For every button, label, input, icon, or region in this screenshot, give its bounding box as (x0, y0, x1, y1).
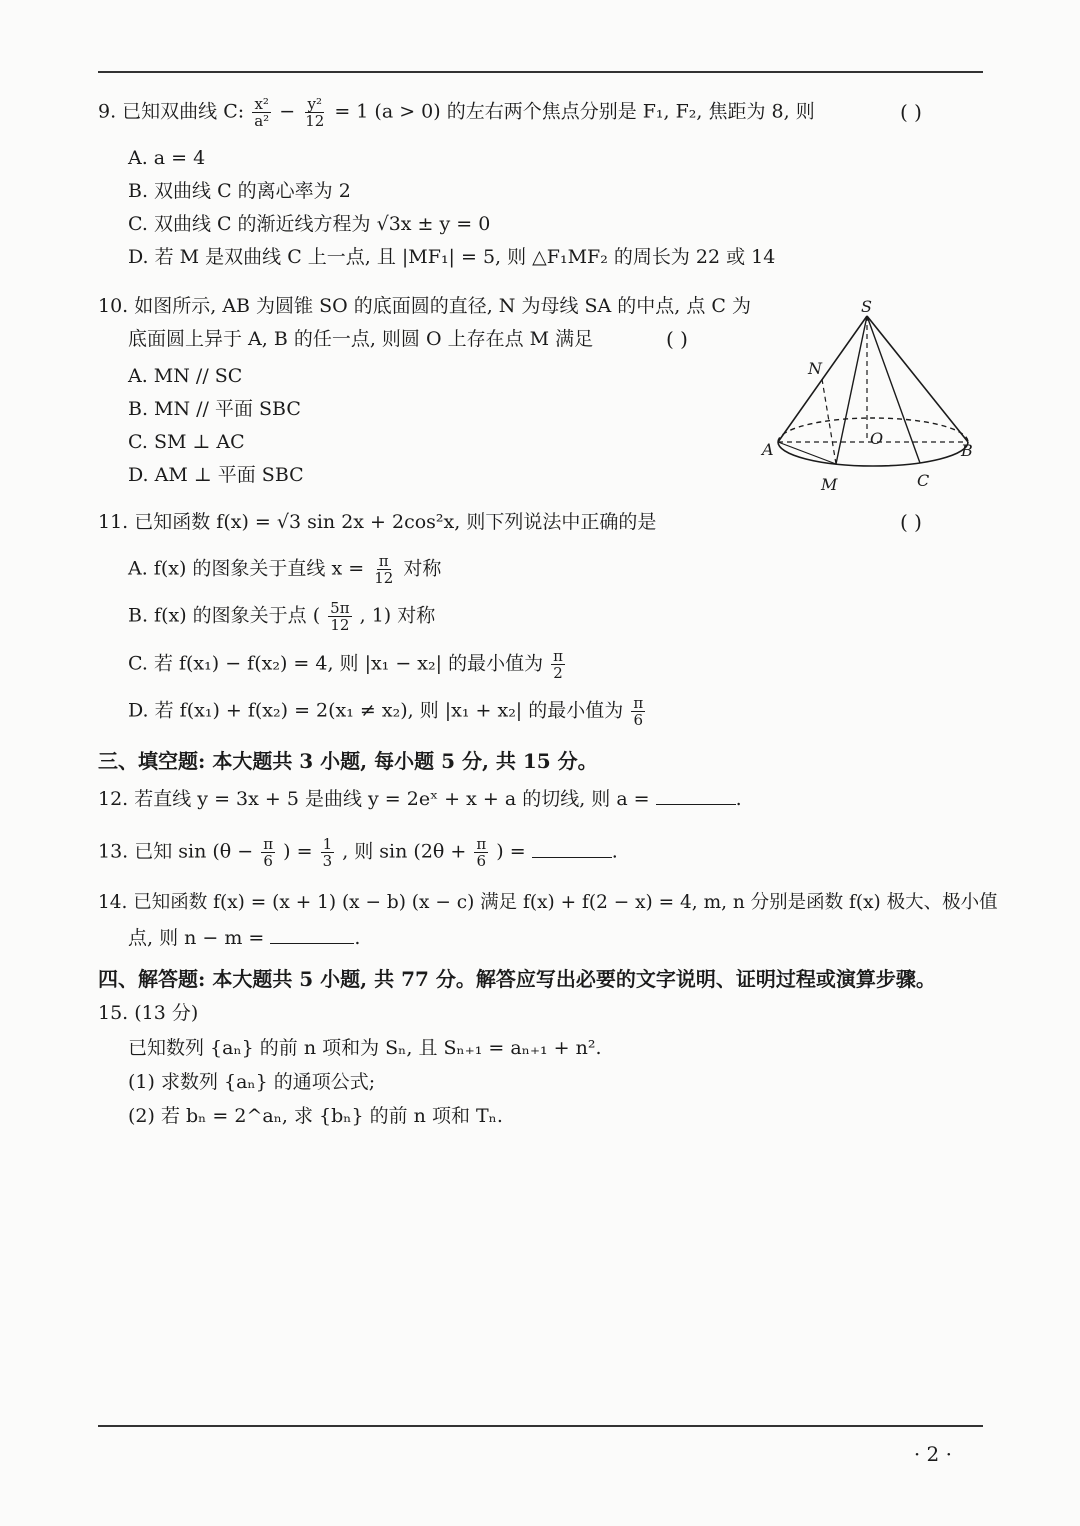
q10-option-d: D. AM ⊥ 平面 SBC (128, 464, 304, 486)
label-M: M (821, 475, 838, 494)
bottom-rule (98, 1425, 983, 1427)
q9-fraction-x: $\frac{\text{x²}}{\text{a²}}$ (254, 95, 270, 130)
q12-answer-blank (656, 786, 736, 805)
q13: 13. 已知 sin (θ − $\frac{\pi}{6}$ ) = $\frac{1}{3}$ , 则 sin (2θ + $\frac{\pi}{6}$ ) = . (98, 835, 618, 870)
q11-answer-paren: ( ) (900, 510, 922, 534)
q10-stem-line2: 底面圆上异于 A, B 的任一点, 则圆 O 上存在点 M 满足 (128, 328, 594, 350)
section-fill-in-heading: 三、填空题: 本大题共 3 小题, 每小题 5 分, 共 15 分。 (98, 749, 598, 773)
q11-option-d: D. 若 f(x₁) + f(x₂) = 2(x₁ ≠ x₂), 则 |x₁ + x₂| 的最小值为 $\frac{\pi}{6}$ (128, 694, 644, 729)
q11-option-b: B. f(x) 的图象关于点 ( $\frac{5\pi}{12}$ , 1) 对称 (128, 599, 436, 634)
label-S: S (861, 297, 872, 316)
q12: 12. 若直线 y = 3x + 5 是曲线 y = 2eˣ + x + a 的切线, 则 a = . (98, 788, 742, 810)
label-O: O (870, 429, 884, 448)
q9-option-d: D. 若 M 是双曲线 C 上一点, 且 |MF₁| = 5, 则 △F₁MF₂ 的周长为 22 或 14 (128, 246, 776, 268)
page-number: · 2 · (913, 1442, 952, 1466)
q10-answer-paren: ( ) (666, 327, 688, 351)
q9-fraction-y: $\frac{\text{y²}}{12}$ (305, 95, 325, 130)
q9-option-b: B. 双曲线 C 的离心率为 2 (128, 180, 351, 202)
q10-option-c: C. SM ⊥ AC (128, 431, 245, 453)
label-A: A (762, 440, 774, 459)
q11-option-a: A. f(x) 的图象关于直线 x = $\frac{\pi}{12}$ 对称 (128, 552, 442, 587)
q14-line2: 点, 则 n − m = . (128, 927, 361, 949)
q10-option-a: A. MN // SC (128, 365, 243, 387)
label-C: C (917, 471, 930, 490)
label-N: N (808, 359, 822, 378)
label-B: B (961, 441, 973, 460)
section-solution-heading: 四、解答题: 本大题共 5 小题, 共 77 分。解答应写出必要的文字说明、证明过程或演算步骤。 (98, 967, 936, 991)
q9-option-c: C. 双曲线 C 的渐近线方程为 √3x ± y = 0 (128, 213, 491, 235)
q9-stem: 9. 已知双曲线 C: $\frac{\text{x²}}{\text{a²}}$ − $\frac{\text{y²}}{12}$ = 1 (a > 0) 的左右两个焦点分别是 F₁, F₂, 焦距为 8, 则 (98, 95, 815, 130)
q14-line1: 14. 已知函数 f(x) = (x + 1) (x − b) (x − c) 满足 f(x) + f(2 − x) = 4, m, n 分别是函数 f(x) 极大、极小值 (98, 892, 998, 913)
cone-figure (758, 292, 988, 502)
q15-head: 15. (13 分) (98, 1002, 199, 1024)
q14-answer-blank (270, 925, 354, 944)
q15-part1: (1) 求数列 {aₙ} 的通项公式; (128, 1071, 376, 1093)
top-rule (98, 71, 983, 73)
q11-stem: 11. 已知函数 f(x) = √3 sin 2x + 2cos²x, 则下列说法中正确的是 (98, 511, 657, 533)
q15-line1: 已知数列 {aₙ} 的前 n 项和为 Sₙ, 且 Sₙ₊₁ = aₙ₊₁ + n². (128, 1037, 602, 1059)
q15-part2: (2) 若 bₙ = 2^aₙ, 求 {bₙ} 的前 n 项和 Tₙ. (128, 1105, 503, 1127)
q13-answer-blank (532, 839, 612, 858)
q9-option-a: A. a = 4 (128, 147, 206, 169)
q9-answer-paren: ( ) (900, 100, 922, 124)
q10-stem-line1: 10. 如图所示, AB 为圆锥 SO 的底面圆的直径, N 为母线 SA 的中点, 点 C 为 (98, 295, 751, 317)
q10-option-b: B. MN // 平面 SBC (128, 398, 301, 420)
q11-option-c: C. 若 f(x₁) − f(x₂) = 4, 则 |x₁ − x₂| 的最小值为 $\frac{\pi}{2}$ (128, 647, 563, 682)
